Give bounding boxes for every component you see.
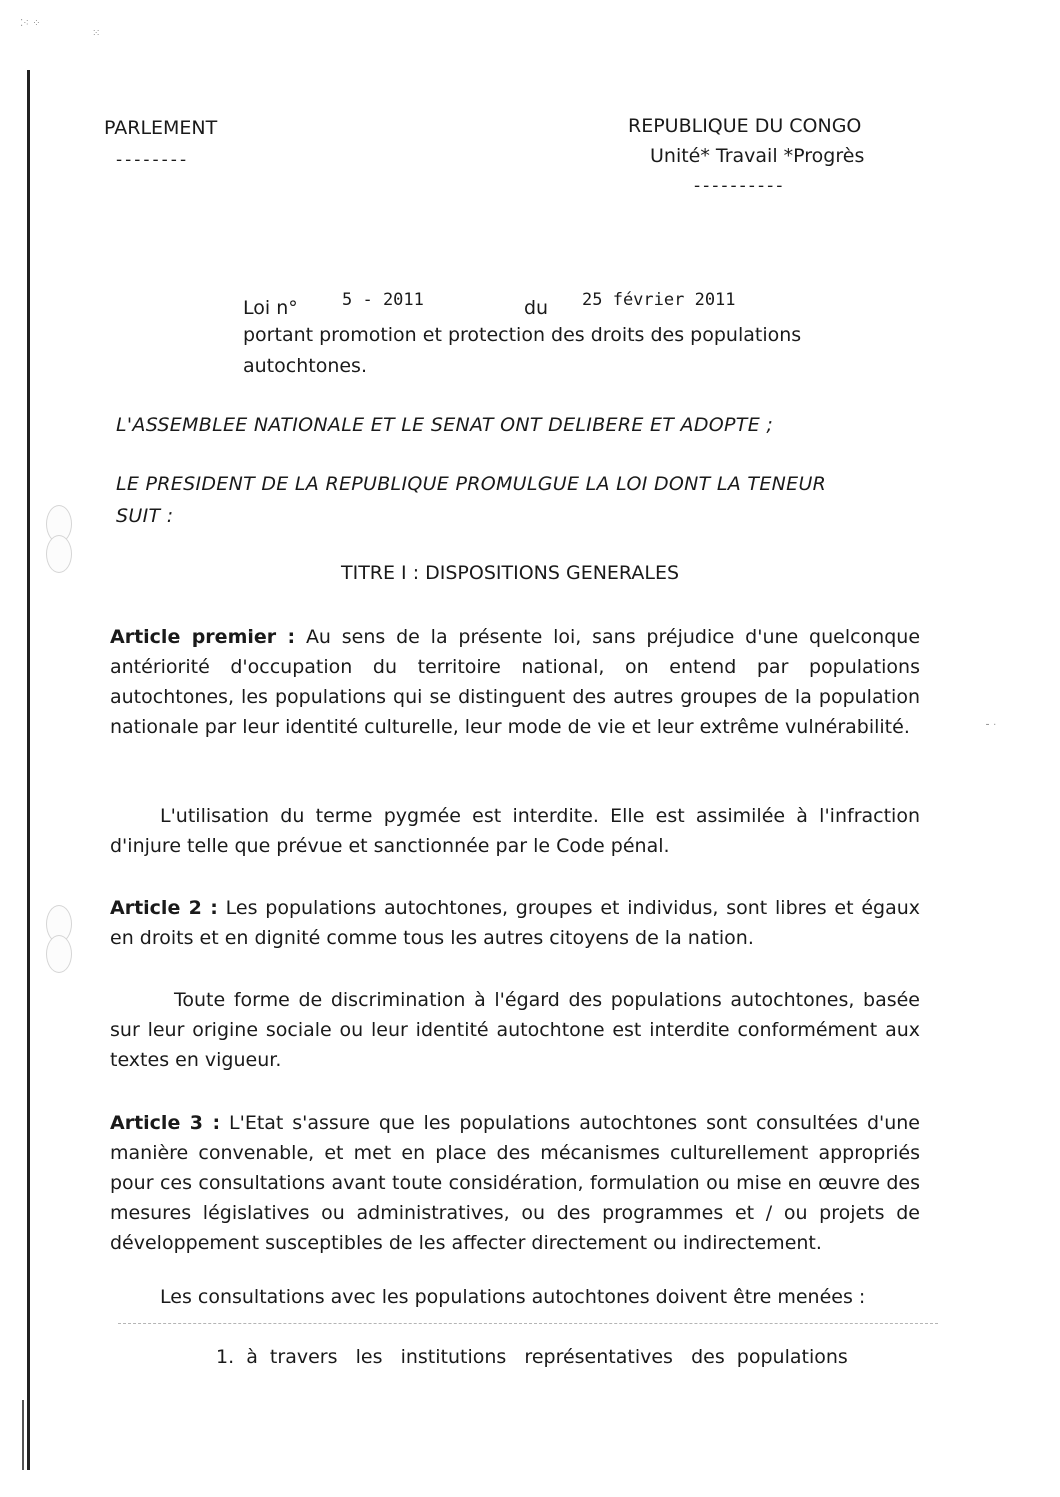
preamble-president: LE PRESIDENT DE LA REPUBLIQUE PROMULGUE LA LOI DONT LA TENEUR [116, 473, 827, 495]
republic-dashes: ---------- [694, 176, 786, 196]
article-2 [110, 893, 920, 953]
law-subject-line2: autochtones. [243, 355, 367, 377]
article-1 [110, 622, 920, 742]
scan-noise: ⁙ [92, 28, 101, 39]
law-prefix: Loi n° [243, 297, 298, 319]
punch-hole [46, 935, 72, 973]
article-2-label: Article 2 : [110, 897, 218, 919]
scan-binding-edge [27, 70, 30, 1470]
article-2-text: Les populations autochtones, groupes et individus, sont libres et égaux en droits et en dignité comme tous les autres citoyens de la nation. [110, 897, 920, 949]
article-1-follow: L'utilisation du terme pygmée est interdite. Elle est assimilée à l'infraction d'injure telle que prévue et sanctionnée par le Code pénal. [110, 805, 920, 857]
article-3-follow: Les consultations avec les populations autochtones doivent être menées : [160, 1286, 866, 1308]
law-number: 5 - 2011 [342, 290, 424, 310]
article-3-text: L'Etat s'assure que les populations autochtones sont consultées d'une manière convenable, et met en place des mécanismes culturellement appropriés pour ces consultations avant toute considération, formulation ou mise en œuvre des mesures législatives ou administratives, ou des programmes et / ou projets de développement susceptibles de les affecter directement ou indirectement. [110, 1112, 920, 1254]
preamble-assembly: L'ASSEMBLEE NATIONALE ET LE SENAT ONT DELIBERE ET ADOPTE ; [116, 414, 774, 436]
section-title: TITRE I : DISPOSITIONS GENERALES [340, 562, 680, 584]
article-1-text: Au sens de la présente loi, sans préjudice d'une quelconque antériorité d'occupation du territoire national, on entend par populations autochtones, les populations qui se distinguent des autres groupes de la population nationale par leur identité culturelle, leur mode de vie et leur extrême vulnérabilité. [110, 626, 921, 738]
republic-title: REPUBLIQUE DU CONGO [628, 115, 862, 137]
article-1-label: Article premier : [110, 626, 296, 648]
scan-noise: ⁃ · [985, 720, 997, 731]
scan-fold-line [118, 1323, 938, 1324]
article-2-follow: Toute forme de discrimination à l'égard des populations autochtones, basée sur leur origine sociale ou leur identité autochtone est interdite conformément aux textes en vigueur. [110, 989, 920, 1071]
scan-noise: ⁚⁖ ⁘ [20, 18, 41, 29]
scan-binding-edge-lower [22, 1400, 24, 1470]
article-3 [110, 1108, 920, 1258]
article-3-label: Article 3 : [110, 1112, 221, 1134]
parliament-title: PARLEMENT [104, 117, 218, 139]
preamble-suit: SUIT : [116, 505, 174, 527]
list-item-1: 1. à travers les institutions représentatives des populations [216, 1346, 848, 1368]
parliament-dashes: -------- [116, 150, 190, 170]
republic-motto: Unité* Travail *Progrès [650, 145, 865, 167]
law-date: 25 février 2011 [582, 290, 736, 310]
law-du: du [524, 297, 549, 319]
law-subject-line1: portant promotion et protection des droits des populations [243, 324, 802, 346]
